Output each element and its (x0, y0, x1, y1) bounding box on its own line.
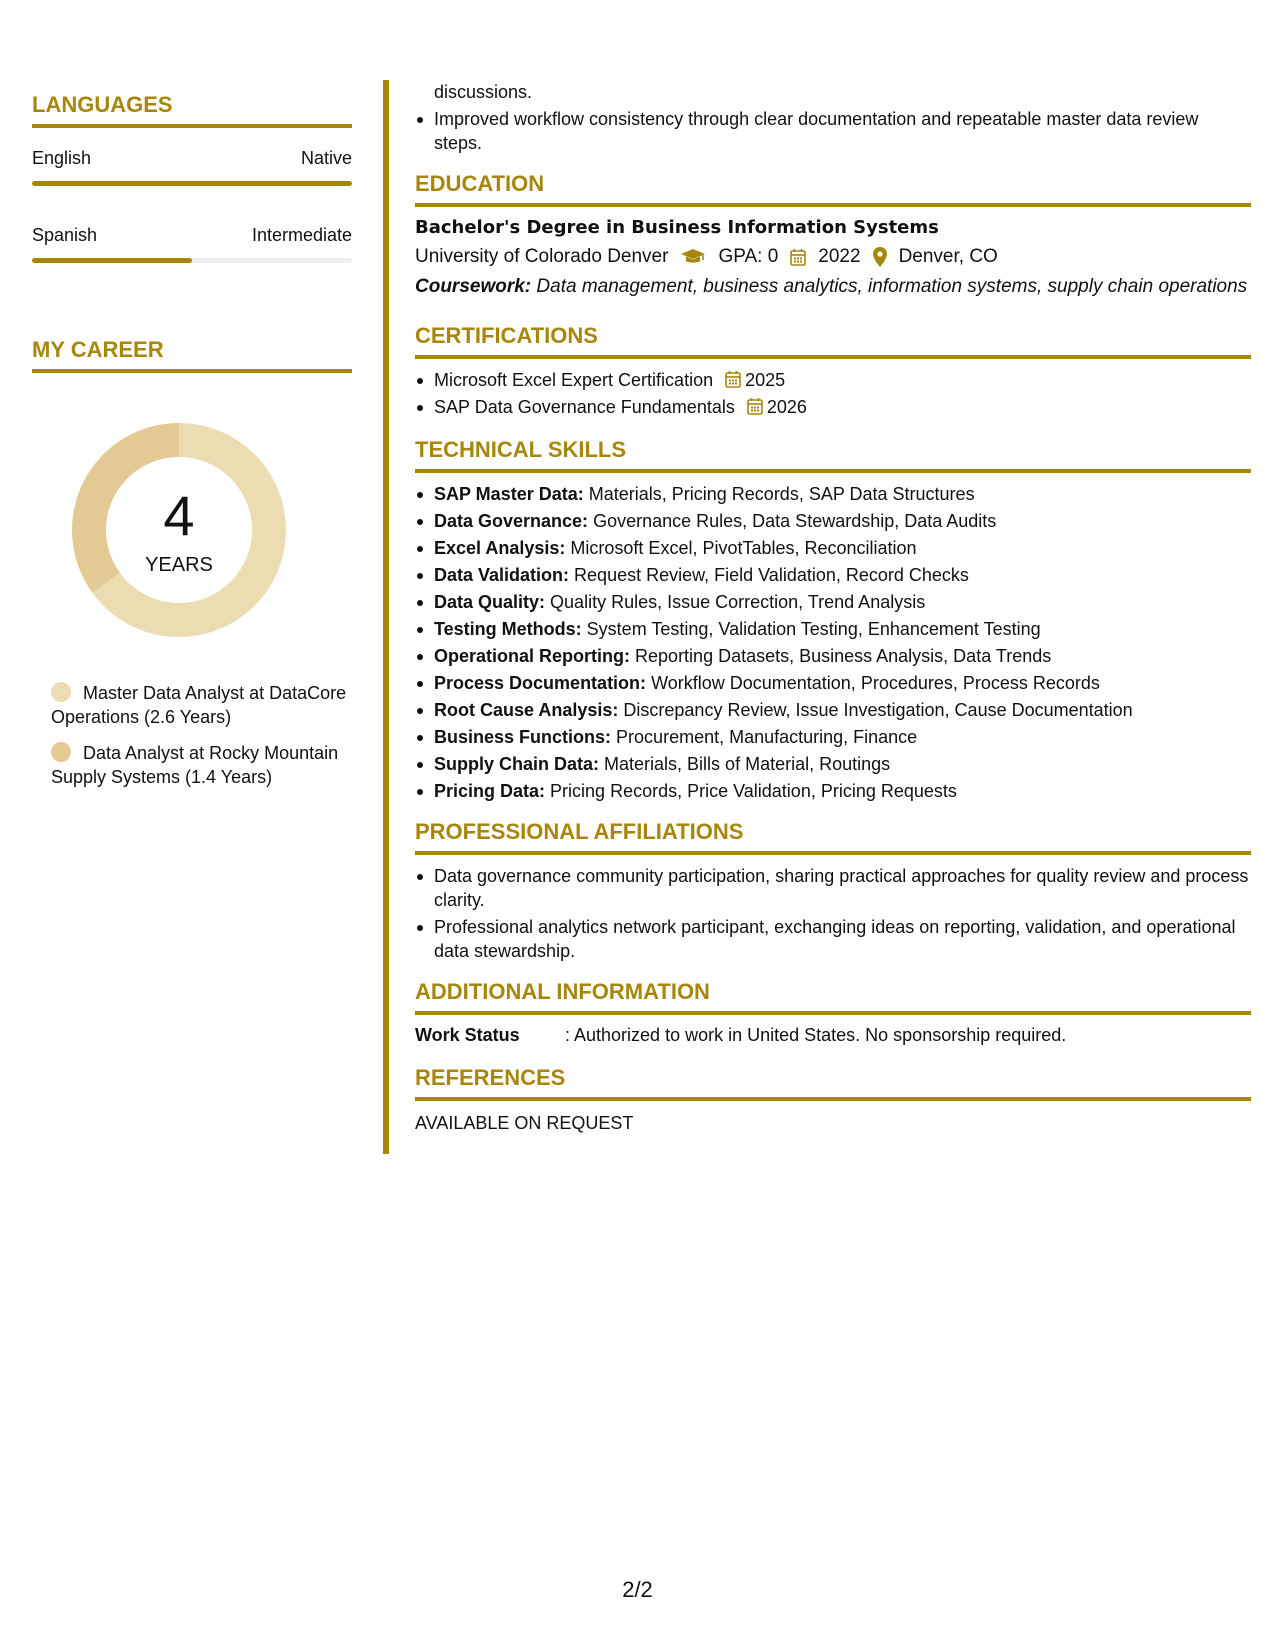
skill-value: Procurement, Manufacturing, Finance (616, 727, 918, 747)
references-section (415, 1063, 1251, 1135)
language-proficiency-fill (32, 258, 192, 263)
career-title: MY CAREER (32, 337, 164, 362)
skill-label: Pricing Data: (434, 781, 546, 801)
skill-label: SAP Master Data: (434, 484, 584, 504)
legend-dot (51, 682, 71, 702)
affiliation-item: Professional analytics network participant, exchanging ideas on reporting, validation, and operational data stewardship. (415, 915, 1251, 963)
certification-item (415, 368, 1251, 392)
skill-value: Request Review, Field Validation, Record Checks (574, 565, 969, 585)
language-proficiency-fill (32, 181, 352, 186)
legend-dot (51, 742, 71, 762)
calendar-icon (747, 397, 763, 415)
graduation-year: 2022 (818, 246, 861, 267)
skill-value: Microsoft Excel, PivotTables, Reconciliation (570, 538, 917, 558)
certifications-title-rule (415, 355, 1251, 359)
affiliations-title-rule (415, 851, 1251, 855)
skill-value: Workflow Documentation, Procedures, Process Records (651, 673, 1100, 693)
page-number: 2/2 (622, 1577, 653, 1602)
career-total-years: 4 (163, 484, 195, 547)
column-divider (383, 80, 389, 1154)
skill-label: Root Cause Analysis: (434, 700, 619, 720)
skill-label: Business Functions: (434, 727, 612, 747)
skill-label: Process Documentation: (434, 673, 647, 693)
skill-item (415, 563, 1251, 587)
skill-item (415, 644, 1251, 668)
references-title-rule (415, 1097, 1251, 1101)
skill-value: Pricing Records, Price Validation, Pricing Requests (550, 781, 957, 801)
coursework-text: Data management, business analytics, information systems, supply chain operations (536, 276, 1248, 297)
certifications-section (415, 321, 1251, 419)
certification-year: 2025 (745, 370, 786, 390)
skill-value: Quality Rules, Issue Correction, Trend Analysis (550, 592, 926, 612)
skill-value: Materials, Bills of Material, Routings (604, 754, 891, 774)
references-text: AVAILABLE ON REQUEST (415, 1113, 634, 1133)
certification-name: Microsoft Excel Expert Certification (434, 370, 714, 390)
career-total-unit: YEARS (145, 554, 213, 576)
technical-skills-title-rule (415, 469, 1251, 473)
skill-value: Materials, Pricing Records, SAP Data Structures (588, 484, 975, 504)
career-title-rule (32, 369, 352, 373)
references-title: REFERENCES (415, 1065, 566, 1090)
language-proficiency-bar (32, 181, 352, 186)
skill-label: Testing Methods: (434, 619, 582, 639)
sidebar (32, 80, 352, 801)
languages-title: LANGUAGES (32, 92, 173, 117)
technical-skills-section (415, 435, 1251, 803)
skill-label: Data Quality: (434, 592, 546, 612)
career-legend (51, 681, 352, 789)
experience-continuation (415, 80, 1251, 155)
skill-item (415, 536, 1251, 560)
experience-continued-text: discussions. (434, 82, 533, 102)
skill-label: Supply Chain Data: (434, 754, 600, 774)
calendar-icon (725, 370, 741, 388)
certification-name: SAP Data Governance Fundamentals (434, 397, 735, 417)
skill-item (415, 509, 1251, 533)
education-title: EDUCATION (415, 171, 545, 196)
coursework (415, 275, 1251, 299)
language-level: Native (300, 148, 352, 168)
affiliations-section (415, 817, 1251, 963)
certification-item (415, 395, 1251, 419)
languages-title-rule (32, 124, 352, 128)
additional-info-title: ADDITIONAL INFORMATION (415, 979, 710, 1004)
work-status-label: Work Status (415, 1025, 520, 1045)
skill-label: Excel Analysis: (434, 538, 566, 558)
skill-item (415, 779, 1251, 803)
affiliation-item: Data governance community participation, sharing practical approaches for quality review and process clarity. (415, 864, 1251, 912)
skill-item (415, 671, 1251, 695)
skill-value: Reporting Datasets, Business Analysis, Data Trends (635, 646, 1052, 666)
language-proficiency-bar (32, 258, 352, 263)
language-item (32, 224, 352, 263)
coursework-label: Coursework: (415, 276, 532, 297)
language-name: English (32, 148, 92, 168)
technical-skills-title: TECHNICAL SKILLS (415, 437, 627, 462)
calendar-icon (790, 248, 806, 266)
map-pin-icon (873, 247, 887, 267)
skill-item (415, 617, 1251, 641)
skill-label: Data Governance: (434, 511, 589, 531)
gpa: GPA: 0 (718, 246, 779, 267)
skill-item (415, 482, 1251, 506)
additional-info-title-rule (415, 1011, 1251, 1015)
skill-item (415, 752, 1251, 776)
education-meta (415, 244, 1251, 270)
certifications-title: CERTIFICATIONS (415, 323, 598, 348)
work-status-value: : Authorized to work in United States. No sponsorship required. (565, 1025, 1067, 1045)
career-legend-item (51, 741, 352, 789)
affiliations-title: PROFESSIONAL AFFILIATIONS (415, 819, 744, 844)
language-name: Spanish (32, 225, 98, 245)
experience-bullet: Improved workflow consistency through clear documentation and repeatable master data review steps. (415, 107, 1251, 155)
language-level: Intermediate (251, 225, 352, 245)
skill-label: Data Validation: (434, 565, 570, 585)
education-title-rule (415, 203, 1251, 207)
certification-year: 2026 (766, 397, 807, 417)
career-donut-chart (66, 417, 292, 643)
career-role-label: Master Data Analyst at DataCore Operations (2.6 Years) (51, 683, 347, 727)
school-name: University of Colorado Denver (415, 246, 669, 267)
graduation-cap-icon (680, 248, 706, 266)
skill-value: System Testing, Validation Testing, Enhancement Testing (586, 619, 1041, 639)
school-location: Denver, CO (898, 246, 998, 267)
degree-name: Bachelor's Degree in Business Information Systems (415, 217, 939, 238)
skill-label: Operational Reporting: (434, 646, 631, 666)
additional-info-section (415, 977, 1251, 1047)
skill-item (415, 590, 1251, 614)
main-column (415, 80, 1251, 1135)
language-item (32, 147, 352, 186)
career-legend-item (51, 681, 352, 729)
work-status-row (415, 1023, 1251, 1047)
career-section (32, 335, 352, 789)
skill-item (415, 698, 1251, 722)
skill-value: Governance Rules, Data Stewardship, Data Audits (593, 511, 997, 531)
skill-item (415, 725, 1251, 749)
career-role-label: Data Analyst at Rocky Mountain Supply Systems (1.4 Years) (51, 743, 339, 787)
education-section (415, 169, 1251, 299)
languages-section (32, 80, 352, 263)
skill-value: Discrepancy Review, Issue Investigation, Cause Documentation (623, 700, 1133, 720)
